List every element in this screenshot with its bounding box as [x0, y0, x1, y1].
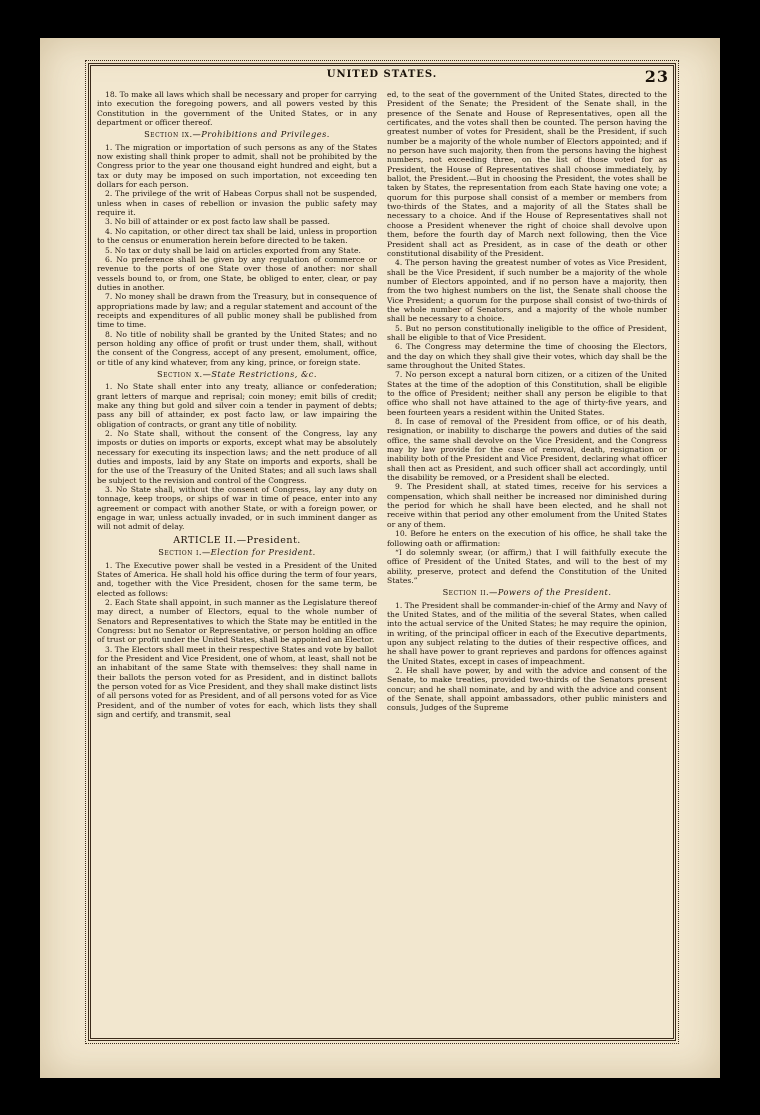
paragraph: 2. The privilege of the writ of Habeas Corpus shall not be suspended, unless when in cases of rebellion or invasion the public safety may require it. — [97, 189, 377, 218]
paragraph: 5. But no person constitutionally ineligible to the office of President, shall be eligible to that of Vice President. — [387, 323, 667, 342]
paragraph: 3. The Electors shall meet in their respective States and vote by ballot for the President and Vice President, one of whom, at least, shall not be an inhabitant of the same State with themselves: they shall name in their ballots the person voted for as President, and in distinct ballots the person voted for as Vice President, and they shall make distinct lists of all persons voted for as President, and of all persons voted for as Vice President, and of the number of votes for each, which lists they shall sign and certify, and transmit, seal — [97, 644, 377, 719]
paragraph: 1. No State shall enter into any treaty, alliance or confederation; grant letters of marque and reprisal; coin money; emit bills of credit; make any thing but gold and silver coin a tender in payment of debts; pass any bill of attainder, ex post facto law, or law impairing the obligation of contracts, or grant any title of nobility. — [97, 382, 377, 429]
paragraph: 2. Each State shall appoint, in such manner as the Legislature thereof may direct, a number of Electors, equal to the whole number of Senators and Representatives to which the State may be entitled in the Congress: but no Senator or Representative, or person holding an office of trust or profit under the United States, shall be appointed an Elector. — [97, 597, 377, 645]
section-9-heading — [97, 130, 377, 139]
paragraph: 7. No person except a natural born citizen, or a citizen of the United States at the time of the adoption of this Constitution, shall be eligible to the office of President; neither shall any person be eligible to that office who shall not have attained to the age of thirty-five years, and been fourteen years a resident within the United States. — [387, 370, 667, 417]
ornamental-border — [88, 63, 676, 1041]
paragraph: 6. The Congress may determine the time of choosing the Electors, and the day on which they shall give their votes, which day shall be the same throughout the United States. — [387, 342, 667, 370]
section-label: Section ii. — [442, 587, 490, 598]
paragraph: 7. No money shall be drawn from the Treasury, but in consequence of appropriations made by law; and a regular statement and account of the receipts and expenditures of all public money shall be published from time to time. — [97, 292, 377, 330]
section-title: —Powers of the President. — [489, 587, 612, 598]
section-label: Section x. — [157, 368, 203, 379]
paragraph: 4. No capitation, or other direct tax shall be laid, unless in proportion to the census or enumeration herein before directed to be taken. — [97, 226, 377, 246]
section-label: Section ix. — [144, 129, 193, 140]
section-10-heading — [97, 370, 377, 379]
paragraph: 3. No State shall, without the consent of Congress, lay any duty on tonnage, keep troops, or ships of war in time of peace, enter into any agreement or compact with another State, or with a foreign power, or engage in war, unless actually invaded, or in such imminent danger as will not admit of delay. — [97, 485, 377, 532]
paragraph: 3. No bill of attainder or ex post facto law shall be passed. — [105, 217, 330, 227]
section-title: —Prohibitions and Privileges. — [192, 129, 330, 140]
page-number: 23 — [644, 67, 669, 86]
powers-section-heading — [387, 588, 667, 597]
paragraph: 1. The migration or importation of such persons as any of the States now existing shall think proper to admit, shall not be prohibited by the Congress prior to the year one thousand eight hundred and eight, but a tax or duty may be imposed on such importation, not exceeding ten dollars for each person. — [97, 142, 377, 190]
paragraph: 9. The President shall, at stated times, receive for his services a compensation, which shall neither be increased nor diminished during the period for which he shall have been elected, and he shall not receive within that period any other emolument from the United States or any of them. — [387, 482, 667, 529]
paragraph: 8. No title of nobility shall be granted by the United States; and no person holding any office of profit or trust under them, shall, without the consent of the Congress, accept of any present, emolument, office, or title of any kind whatever, from any king, prince, or foreign state. — [97, 329, 377, 367]
clause-18: 18. To make all laws which shall be necessary and proper for carrying into execution the foregoing powers, and all powers vested by this Constitution in the government of the United States, or in any department or officer thereof. — [97, 90, 377, 128]
paragraph: 10. Before he enters on the execution of his office, he shall take the following oath or affirmation: — [387, 529, 667, 548]
article-2-heading: ARTICLE II.—President. — [173, 534, 301, 546]
paragraph: 4. The person having the greatest number of votes as Vice President, shall be the Vice President, if such number be a majority of the whole number of Electors appointed, and if no person have a majority, then from the two highest numbers on the list, the Senate shall choose the Vice President; a quorum for the purpose shall consist of two-thirds of the whole number of Senators, and a majority of the whole number shall be necessary to a choice. — [387, 258, 667, 324]
paragraph: 1. The President shall be commander-in-chief of the Army and Navy of the United States, and of the militia of the several States, when called into the actual service of the United States; he may require the opinion, in writing, of the principal officer in each of the Executive departments, upon any subject relating to the duties of their respective offices, and he shall have power to grant reprieves and pardons for offences against the United States, except in cases of impeachment. — [387, 600, 667, 666]
oath-text: “I do solemnly swear, (or affirm,) that I will faithfully execute the office of President of the United States, and will to the best of my ability, preserve, protect and defend the Constitution of the United States.” — [387, 547, 667, 585]
left-column — [97, 90, 377, 1034]
article-2-section-1-heading — [97, 548, 377, 557]
paragraph: 2. No State shall, without the consent of the Congress, lay any imposts or duties on imports or exports, except what may be absolutely necessary for executing its inspection laws; and the nett produce of all duties and imposts, laid by any State on imports and exports, shall be for the use of the Treasury of the United States; and all such laws shall be subject to the revision and control of the Congress. — [97, 429, 377, 485]
right-column — [387, 90, 667, 1034]
paragraph: 2. He shall have power, by and with the advice and consent of the Senate, to make treaties, provided two-thirds of the Senators present concur; and he shall nominate, and by and with the advice and consent of the Senate, shall appoint ambassadors, other public ministers and consuls, Judges of the Supreme — [387, 665, 667, 713]
paragraph: 6. No preference shall be given by any regulation of commerce or revenue to the ports of one State over those of another: nor shall vessels bound to, or from, one State, be obliged to enter, clear, or pay duties in another. — [97, 254, 377, 292]
section-title: —State Restrictions, &c. — [202, 368, 317, 379]
book-page — [40, 38, 720, 1078]
paragraph: 1. The Executive power shall be vested in a President of the United States of America. He shall hold his office during the term of four years, and, together with the Vice President, chosen for the same term, be elected as follows: — [97, 560, 377, 598]
paragraph: 8. In case of removal of the President from office, or of his death, resignation, or inability to discharge the powers and duties of the said office, the same shall devolve on the Vice President, and the Congress may by law provide for the case of removal, death, resignation or inability both of the President and Vice President, declaring what officer shall then act as President, and such officer shall act accordingly, until the disability be removed, or a President shall be elected. — [387, 417, 667, 483]
section-label: Section i. — [158, 547, 202, 558]
continued-paragraph: ed, to the seat of the government of the United States, directed to the President of the Senate; the President of the Senate shall, in the presence of the Senate and House of Representatives, open all the certificates, and the votes shall then be counted. The person having the greatest number of votes for President, shall be the President, if such number be a majority of the whole number of Electors appointed; and if no person have such majority, then from the persons having the highest numbers, not exceeding three, on the list of those voted for as President, the House of Representatives shall choose immediately, by ballot, the President.—But in choosing the President, the votes shall be taken by States, the representation from each State having one vote; a quorum for this purpose shall consist of a member or members from two-thirds of the States, and a majority of all the States shall be necessary to a choice. And if the House of Representatives shall not choose a President whenever the right of choice shall devolve upon them, before the fourth day of March next following, then the Vice President shall act as President, as in case of the death or other constitutional disability of the President. — [387, 90, 667, 258]
running-header — [91, 69, 673, 89]
text-columns — [97, 90, 667, 1034]
paragraph: 5. No tax or duty shall be laid on articles exported from any State. — [105, 245, 361, 255]
section-title: —Election for President. — [201, 547, 316, 558]
running-title: UNITED STATES. — [326, 69, 438, 80]
